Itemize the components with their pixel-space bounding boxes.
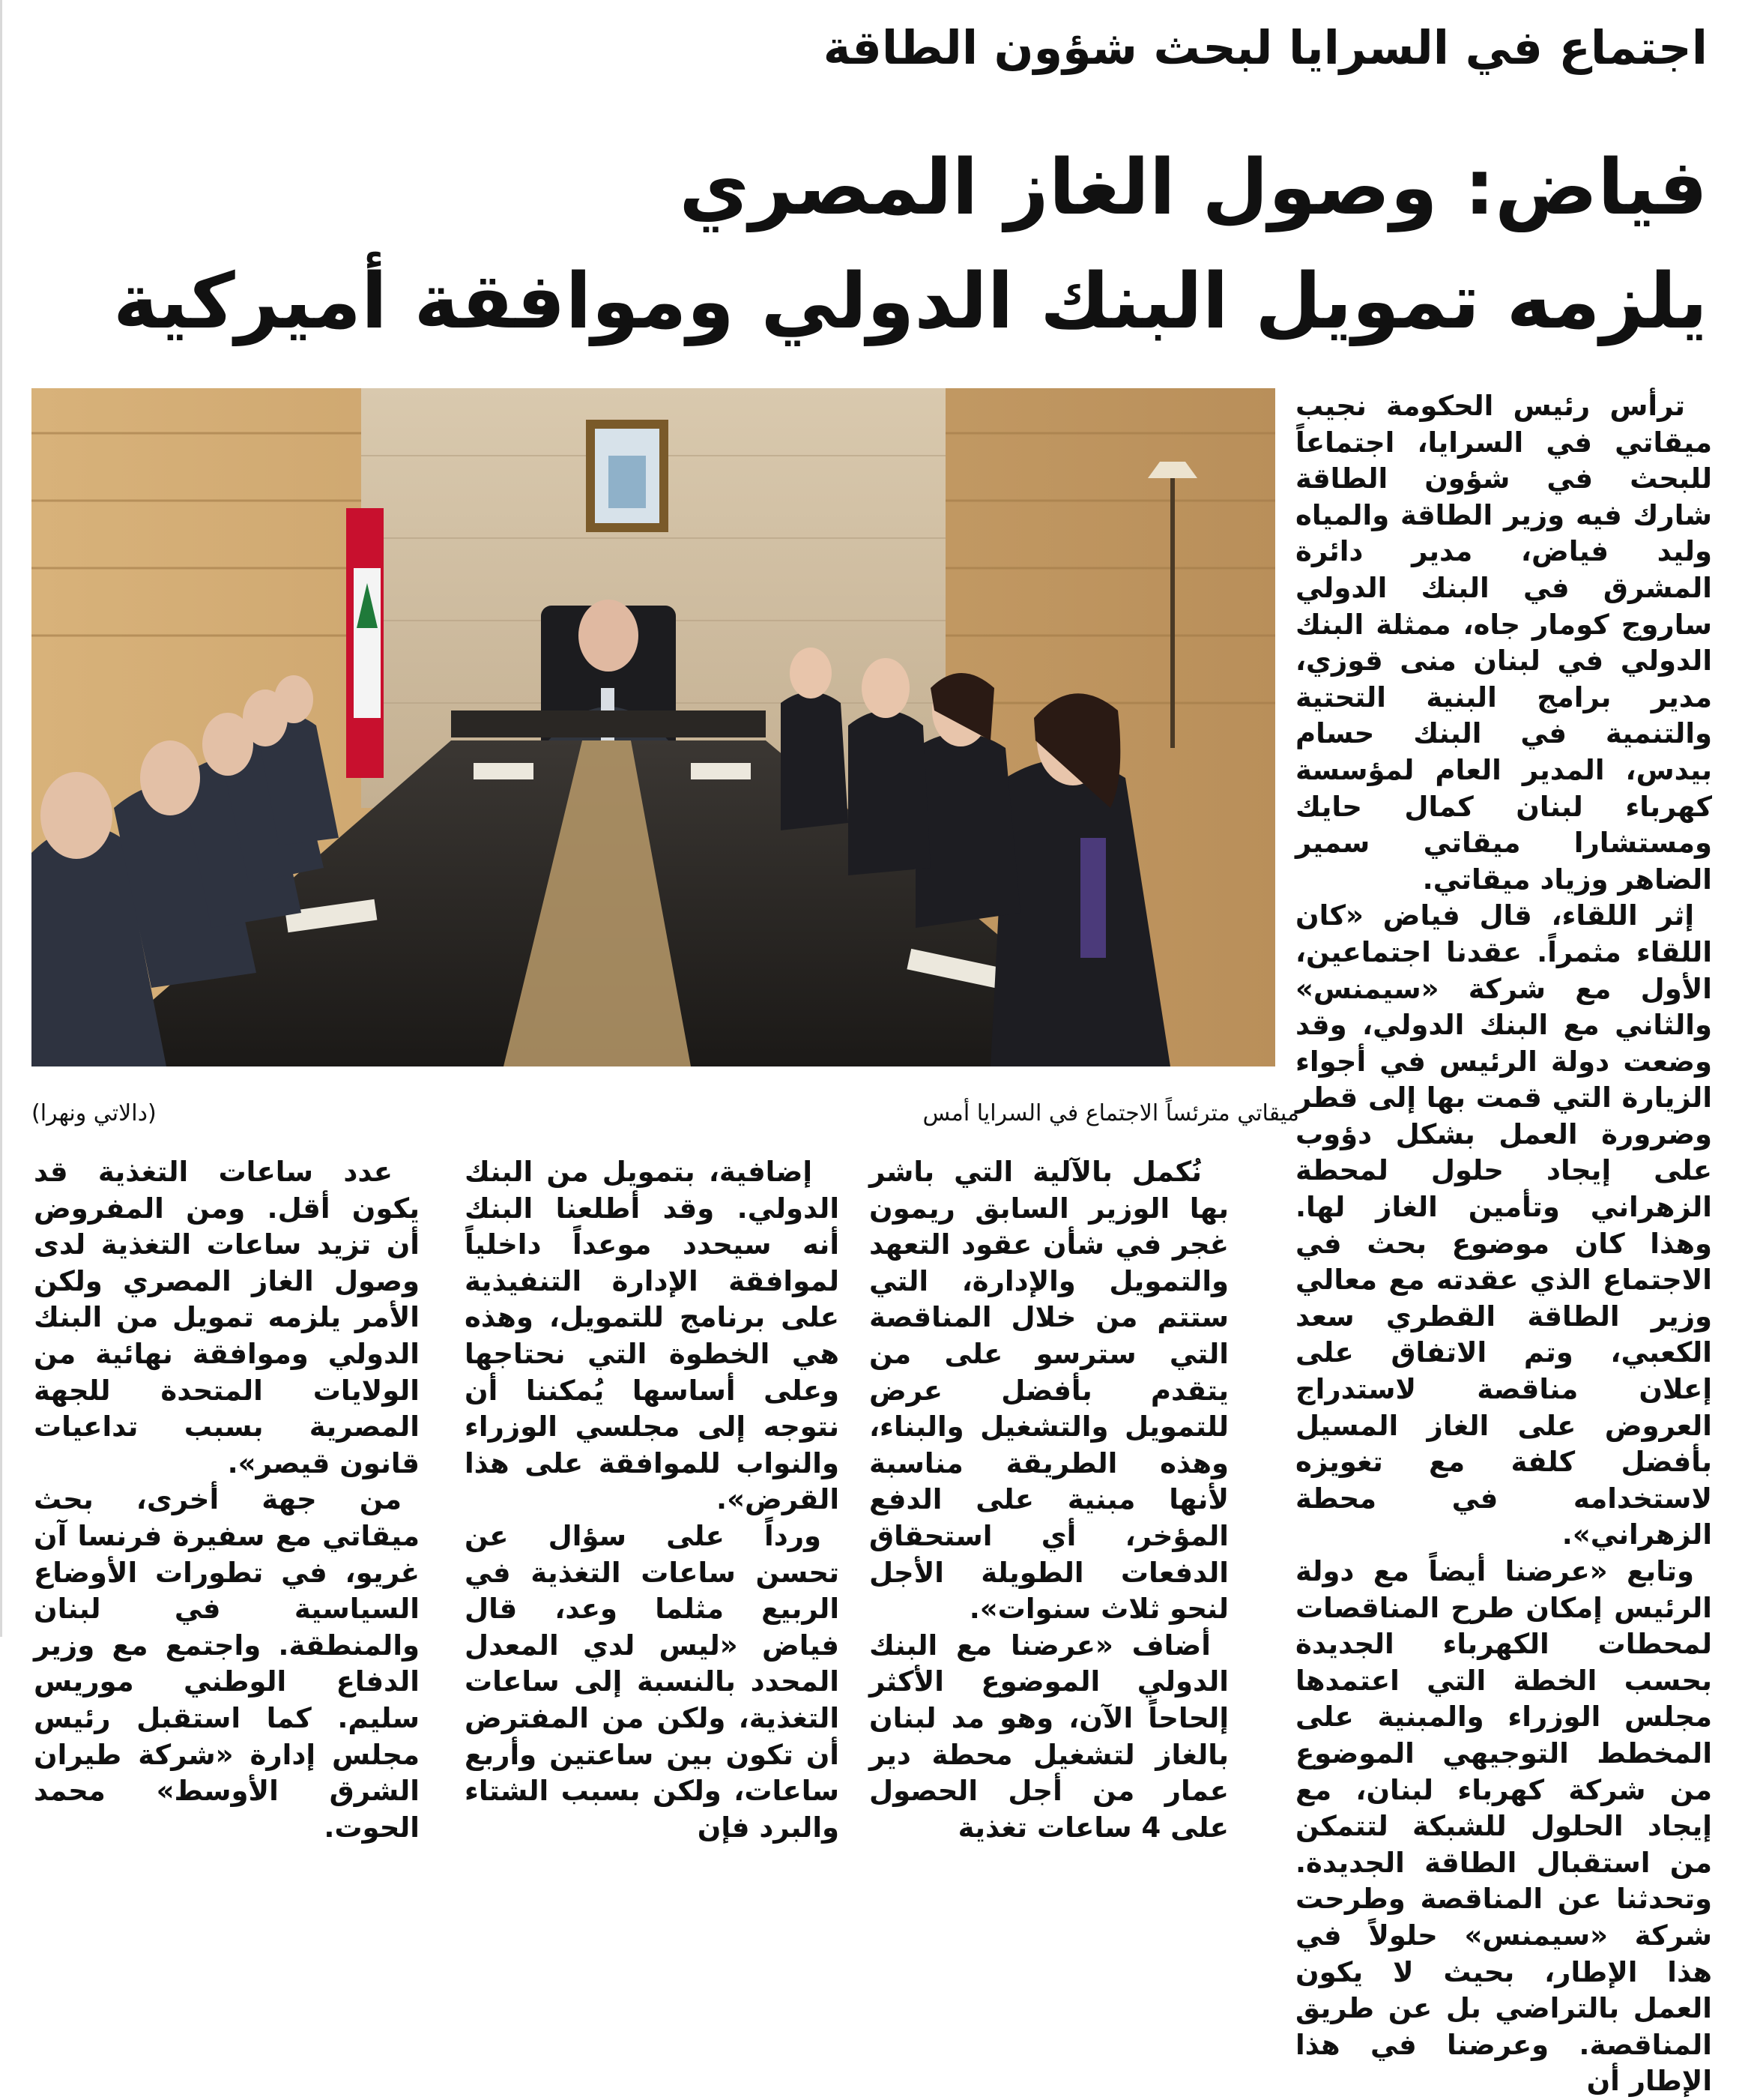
bottom-column-3 xyxy=(34,1154,420,1846)
kicker: اجتماع في السرايا لبحث شؤون الطاقة xyxy=(823,20,1708,75)
article-paragraph: عدد ساعات التغذية قد يكون أقل. ومن المفروض أن تزيد ساعات التغذية لدى وصول الغاز المصري ولكن الأمر يلزمه تمويل من البنك الدولي وموافقة نهائية من الولايات المتحدة للجهة المصرية بسبب تداعيات قانون قيصر». xyxy=(34,1156,420,1479)
photo-caption: ميقاتي مترئساً الاجتماع في السرايا أمس xyxy=(922,1100,1299,1126)
article-paragraph: نُكمل بالآلية التي باشر بها الوزير السابق ريمون غجر في شأن عقود التعهد والتمويل والإدارة، التي ستتم من خلال المناقصة التي سترسو على من يتقدم بأفضل عرض للتمويل والتشغيل والبناء، وهذه الطريقة مناسبة لأنها مبنية على الدفع المؤخر، أي استحقاق الدفعات الطويلة الأجل لنحو ثلاث سنوات». xyxy=(869,1156,1229,1626)
headline xyxy=(112,131,1708,359)
article-paragraph: وتابع «عرضنا أيضاً مع دولة الرئيس إمكان طرح المناقصات لمحطات الكهرباء الجديدة بحسب الخطة التي اعتمدها مجلس الوزراء والمبنية على المخطط التوجيهي الموضوع من شركة كهرباء لبنان، مع إيجاد الحلول للشبكة لتتمكن من استقبال الطاقة الجديدة. وتحدثنا عن المناقصة وطرحت شركة «سيمنس» حلولاً في هذا الإطار، بحيث لا يكون العمل بالتراضي بل عن طريق المناقصة. وعرضنا في هذا الإطار أن xyxy=(1295,1555,1712,2098)
photo-credit: (دالاتي ونهرا) xyxy=(31,1100,157,1126)
article-paragraph: أضاف «عرضنا مع البنك الدولي الموضوع الأكثر إلحاحاً الآن، وهو مد لبنان بالغاز لتشغيل محطة دير عمار من أجل الحصول على 4 ساعات تغذية xyxy=(869,1629,1229,1844)
meeting-photo xyxy=(31,388,1275,1066)
article-paragraph: ترأس رئيس الحكومة نجيب ميقاتي في السرايا، اجتماعاً للبحث في شؤون الطاقة شارك فيه وزير الطاقة والمياه وليد فياض، مدير دائرة المشرق في البنك الدولي ساروج كومار جاه، ممثلة البنك الدولي في لبنان منى قوزي، مدير برامج البنية التحتية والتنمية في البنك حسام بيدس، المدير العام لمؤسسة كهرباء لبنان كمال حايك ومستشارا ميقاتي سمير الضاهر وزياد ميقاتي. xyxy=(1295,390,1712,896)
headline-line-1: فياض: وصول الغاز المصري xyxy=(679,143,1708,232)
right-article-column xyxy=(1295,388,1712,2100)
left-border xyxy=(0,0,2,1637)
bottom-column-2 xyxy=(465,1154,839,1846)
article-paragraph: إضافية، بتمويل من البنك الدولي. وقد أطلعنا البنك أنه سيحدد موعداً داخلياً لموافقة الإدارة التنفيذية على برنامج للتمويل، وهذه هي الخطوة التي نحتاجها وعلى أساسها يُمكننا أن نتوجه إلى مجلسي الوزراء والنواب للموافقة على هذا القرض». xyxy=(465,1156,839,1516)
bottom-column-1 xyxy=(869,1154,1229,1846)
headline-line-2: يلزمه تمويل البنك الدولي وموافقة أميركية xyxy=(112,257,1708,346)
meeting-photo-illustration xyxy=(31,388,1275,1066)
article-paragraph: إثر اللقاء، قال فياض «كان اللقاء مثمراً. عقدنا اجتماعين، الأول مع شركة «سيمنس» والثاني مع البنك الدولي، وقد وضعت دولة الرئيس في أجواء الزيارة التي قمت بها إلى قطر وضرورة العمل بشكل دؤوب على إيجاد حلول لمحطة الزهراني وتأمين الغاز لها. وهذا كان موضوع بحث في الاجتماع الذي عقدته مع معالي وزير الطاقة القطري سعد الكعبي، وتم الاتفاق على إعلان مناقصة لاستدراج العروض على الغاز المسيل بأفضل كلفة مع تغويزه لاستخدامه في محطة الزهراني». xyxy=(1295,899,1712,1551)
article-paragraph: من جهة أخرى، بحث ميقاتي مع سفيرة فرنسا آن غريو، في تطورات الأوضاع السياسية في لبنان والمنطقة. واجتمع مع وزير الدفاع الوطني موريس سليم. كما استقبل رئيس مجلس إدارة «شركة طيران الشرق الأوسط» محمد الحوت. xyxy=(34,1483,420,1844)
article-paragraph: ورداً على سؤال عن تحسن ساعات التغذية في الربيع مثلما وعد، قال فياض «ليس لدي المعدل المحدد بالنسبة إلى ساعات التغذية، ولكن من المفترض أن تكون بين ساعتين وأربع ساعات، ولكن بسبب الشتاء والبرد فإن xyxy=(465,1519,839,1844)
